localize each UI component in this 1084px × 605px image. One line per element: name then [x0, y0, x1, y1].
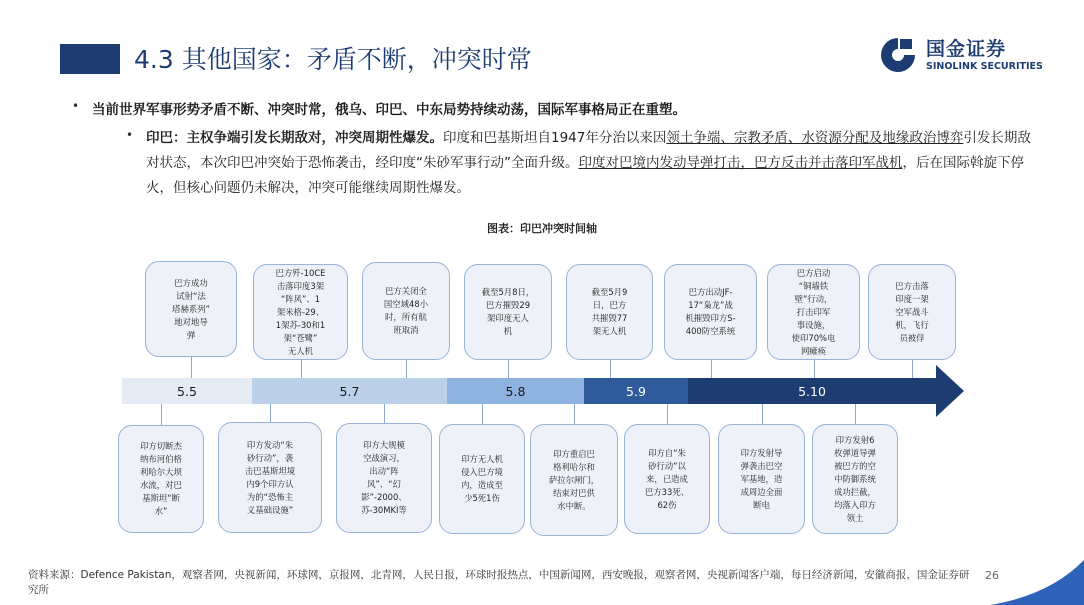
- bottom-event-callout: 印方切断杰 纳布河伯格 利哈尔大坝 水流，对巴 基斯坦“断 水”: [118, 425, 204, 533]
- bullet-level1: 当前世界军事形势矛盾不断、冲突时常，俄乌、印巴、中东局势持续动荡，国际军事格局正在重塑。: [92, 102, 686, 118]
- company-logo: [878, 34, 1058, 78]
- logo-chinese-text: 国金证券: [926, 38, 1007, 60]
- bottom-event-callout: 印方无人机 侵入巴方境 内，造成至 少5死1伤: [439, 424, 525, 534]
- top-event-connector: [814, 360, 815, 378]
- bottom-event-connector: [482, 404, 483, 424]
- top-event-callout: 巴方成功 试射“法 塔赫系列” 地对地导 弹: [145, 261, 237, 357]
- timeline-segment-5-5: 5.5: [122, 378, 252, 404]
- bottom-event-callout: 印方大规模 空战演习， 出动“阵 风”、“幻 影”-2000、 苏-30MKI等: [336, 423, 432, 533]
- timeline-segment-5-9: 5.9: [584, 378, 688, 404]
- bottom-event-connector: [667, 404, 668, 424]
- top-event-connector: [191, 357, 192, 378]
- bullet-level2-text-1: 印度和巴基斯坦自1947年分治以来因: [443, 130, 667, 146]
- figure-title: 图表：印巴冲突时间轴: [487, 222, 597, 235]
- top-event-callout: 巴方歼-10CE 击落印度3架 “阵风”、1 架米格-29、 1架苏-30和1 架“苍鹭” 无人机: [253, 264, 348, 360]
- top-event-connector: [610, 360, 611, 378]
- bullet-level2-underline-1: 领土争端、宗教矛盾、水资源分配及地缘政治博弈: [666, 130, 964, 146]
- bullet-level2-text-2: 引发长期敌对状态，本次印巴冲突始于恐怖袭击，经印度“朱砂军事行动”全面升级。: [146, 130, 1031, 171]
- bottom-event-callout: 印方发动“朱 砂行动”，袭 击巴基斯坦境 内9个印方认 为的“恐怖主 义基础设施”: [218, 422, 322, 533]
- top-event-callout: 巴方出动JF- 17“枭龙”战 机摧毁印方S- 400防空系统: [664, 264, 757, 360]
- bottom-event-connector: [762, 404, 763, 424]
- bottom-event-callout: 印方自“朱 砂行动”以 来，已造成 巴方33死、 62伤: [624, 424, 710, 534]
- bullet-level2-underline-2: 印度对巴境内发动导弹打击，巴方反击并击落印军战机: [578, 155, 903, 171]
- bottom-event-connector: [161, 404, 162, 425]
- top-event-connector: [301, 360, 302, 378]
- top-event-callout: 截至5月9 日，巴方 共摧毁77 架无人机: [566, 264, 653, 360]
- bullet-dot-level1: •: [72, 99, 80, 113]
- bullet-level2: [146, 126, 1036, 201]
- top-event-connector: [406, 360, 407, 378]
- corner-decoration: [980, 560, 1084, 605]
- timeline-segment-5-7: 5.7: [252, 378, 447, 404]
- timeline-arrowhead: [936, 365, 964, 417]
- bottom-event-callout: 印方重启巴 格利哈尔和 萨拉尔闸门， 结束对巴供 水中断。: [530, 424, 618, 536]
- timeline-segment-5-8: 5.8: [447, 378, 584, 404]
- bottom-event-connector: [270, 404, 271, 422]
- bottom-event-callout: 印方发射导 弹袭击巴空 军基地，造 成周边全面 断电: [718, 424, 805, 534]
- bottom-event-callout: 印方发射6 枚弹道导弹 被巴方的空 中防御系统 成功拦截， 均落入印方 领土: [812, 424, 898, 534]
- bullet-level2-lead: 印巴：主权争端引发长期敌对，冲突周期性爆发。: [146, 130, 443, 146]
- bottom-event-connector: [855, 404, 856, 424]
- page-number: 26: [985, 569, 999, 582]
- page-title: 4.3 其他国家：矛盾不断，冲突时常: [134, 45, 532, 74]
- top-event-connector: [508, 360, 509, 378]
- top-event-connector: [912, 360, 913, 378]
- top-event-callout: 巴方击落 印度一架 空军战斗 机，飞行 员被俘: [868, 264, 956, 360]
- top-event-connector: [711, 360, 712, 378]
- sinolink-logo-icon: [878, 36, 918, 74]
- bullet-dot-level2: •: [126, 128, 134, 142]
- top-event-callout: 截至5月8日， 巴方摧毁29 架印度无人 机: [464, 264, 552, 360]
- bottom-event-connector: [384, 404, 385, 423]
- logo-english-text: SINOLINK SECURITIES: [926, 61, 1043, 72]
- bullet-level2-text-3: ，后在国际斡旋下停火，但核心问题仍未解决，冲突可能继续周期性爆发。: [146, 155, 1024, 196]
- top-event-callout: 巴方关闭全 国空域48小 时，所有航 班取消: [362, 262, 450, 360]
- timeline-segment-5-10: 5.10: [688, 378, 936, 404]
- source-note: 资料来源：Defence Pakistan，观察者网，央视新闻，环球网，京报网，北青网，人民日报，环球时报热点，中国新闻网，西安晚报，观察者网，央视新闻客户端，每日经济新闻，安徽商报，国金证券研究所: [28, 569, 970, 596]
- bottom-event-connector: [574, 404, 575, 424]
- top-event-callout: 巴方启动 “铜墙铁 壁”行动， 打击印军 事设施， 使印70%电 网瘫痪: [767, 264, 860, 360]
- title-accent-bar: [60, 44, 120, 74]
